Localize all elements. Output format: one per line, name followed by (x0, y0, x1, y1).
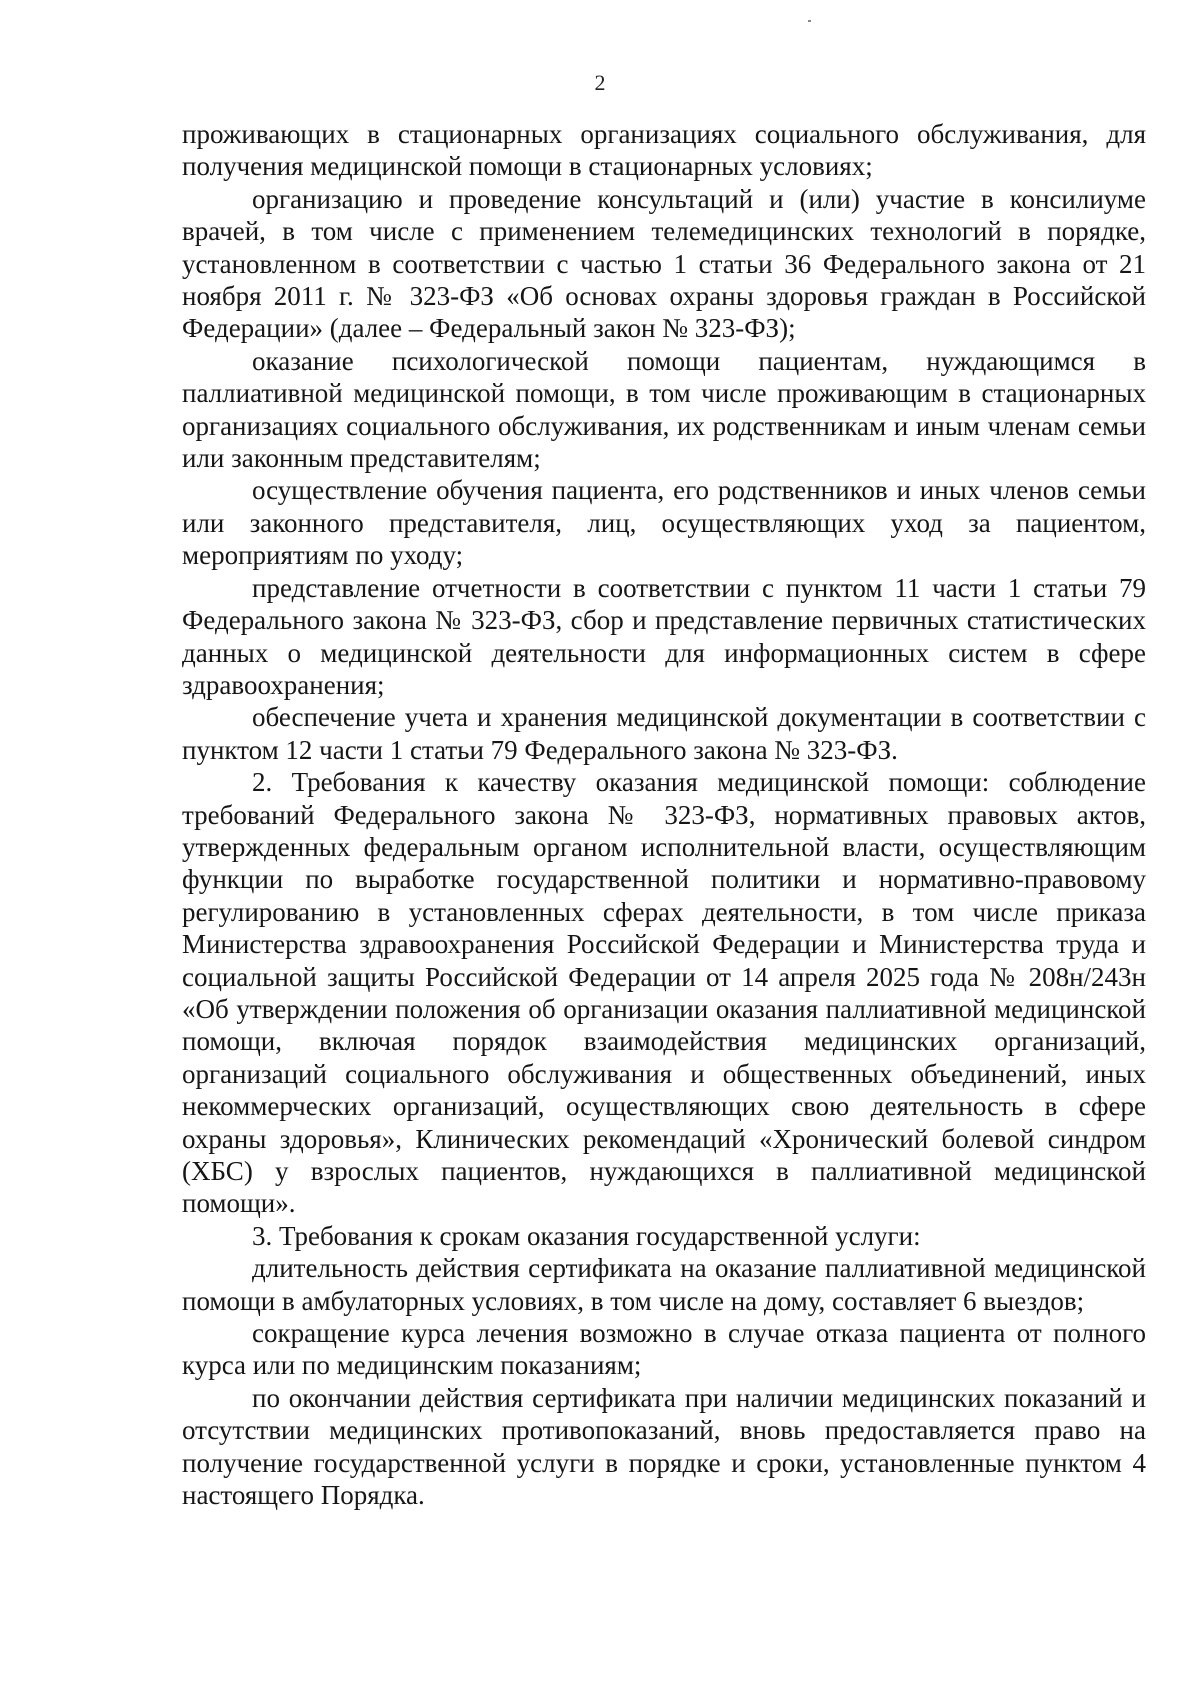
scan-artifact (808, 20, 811, 22)
paragraph: проживающих в стационарных организациях социального обслуживания, для получения медицинской помощи в стационарных условиях; (182, 119, 1146, 182)
paragraph: организацию и проведение консультаций и (или) участие в консилиуме врачей, в том числе с применением телемедицинских технологий в порядке, установленном в соответствии с частью 1 статьи 36 Федерального закона от 21 ноября 2011 г. № 323-ФЗ «Об основах охраны здоровья граждан в Российской Федерации» (далее – Федеральный закон № 323-ФЗ); (182, 183, 1146, 344)
paragraph: по окончании действия сертификата при наличии медицинских показаний и отсутствии медицинских противопоказаний, вновь предоставляется право на получение государственной услуги в порядке и сроки, установленные пунктом 4 настоящего Порядка. (182, 1382, 1146, 1511)
document-body (182, 118, 1146, 1511)
section-3-heading: 3. Требования к срокам оказания государственной услуги: (252, 1220, 921, 1251)
paragraph: осуществление обучения пациента, его родственников и иных членов семьи или законного представителя, лиц, осуществляющих уход за пациентом, мероприятиям по уходу; (182, 475, 1146, 571)
paragraph: представление отчетности в соответствии с пунктом 11 части 1 статьи 79 Федерального закона № 323-ФЗ, сбор и представление первичных статистических данных о медицинской деятельности для информационных систем в сфере здравоохранения; (182, 572, 1146, 700)
paragraph: сокращение курса лечения возможно в случае отказа пациента от полного курса или по медицинским показаниям; (182, 1318, 1146, 1381)
paragraph: длительность действия сертификата на оказание паллиативной медицинской помощи в амбулаторных условиях, в том числе на дому, составляет 6 выездов; (182, 1253, 1146, 1316)
page-number: 2 (594, 70, 606, 95)
paragraph: обеспечение учета и хранения медицинской документации в соответствии с пунктом 12 части 1 статьи 79 Федерального закона № 323-ФЗ. (182, 702, 1146, 765)
section-2-paragraph: 2. Требования к качеству оказания медицинской помощи: соблюдение требований Федерального закона № 323-ФЗ, нормативных правовых актов, утвержденных федеральным органом исполнительной власти, осуществляющим функции по выработке государственной политики и нормативно-правовому регулированию в установленных сферах деятельности, в том числе приказа Министерства здравоохранения Российской Федерации и Министерства труда и социальной защиты Российской Федерации от 14 апреля 2025 года № 208н/243н «Об утверждении положения об организации оказания паллиативной медицинской помощи, включая порядок взаимодействия медицинских организаций, организаций социального обслуживания и общественных объединений, иных некоммерческих организаций, осуществляющих свою деятельность в сфере охраны здоровья», Клинических рекомендаций «Хронический болевой синдром (ХБС) у взрослых пациентов, нуждающихся в паллиативной медицинской помощи». (182, 767, 1146, 1219)
paragraph: оказание психологической помощи пациентам, нуждающимся в паллиативной медицинской помощи, в том числе проживающим в стационарных организациях социального обслуживания, их родственникам и иным членам семьи или законным представителям; (182, 345, 1146, 474)
